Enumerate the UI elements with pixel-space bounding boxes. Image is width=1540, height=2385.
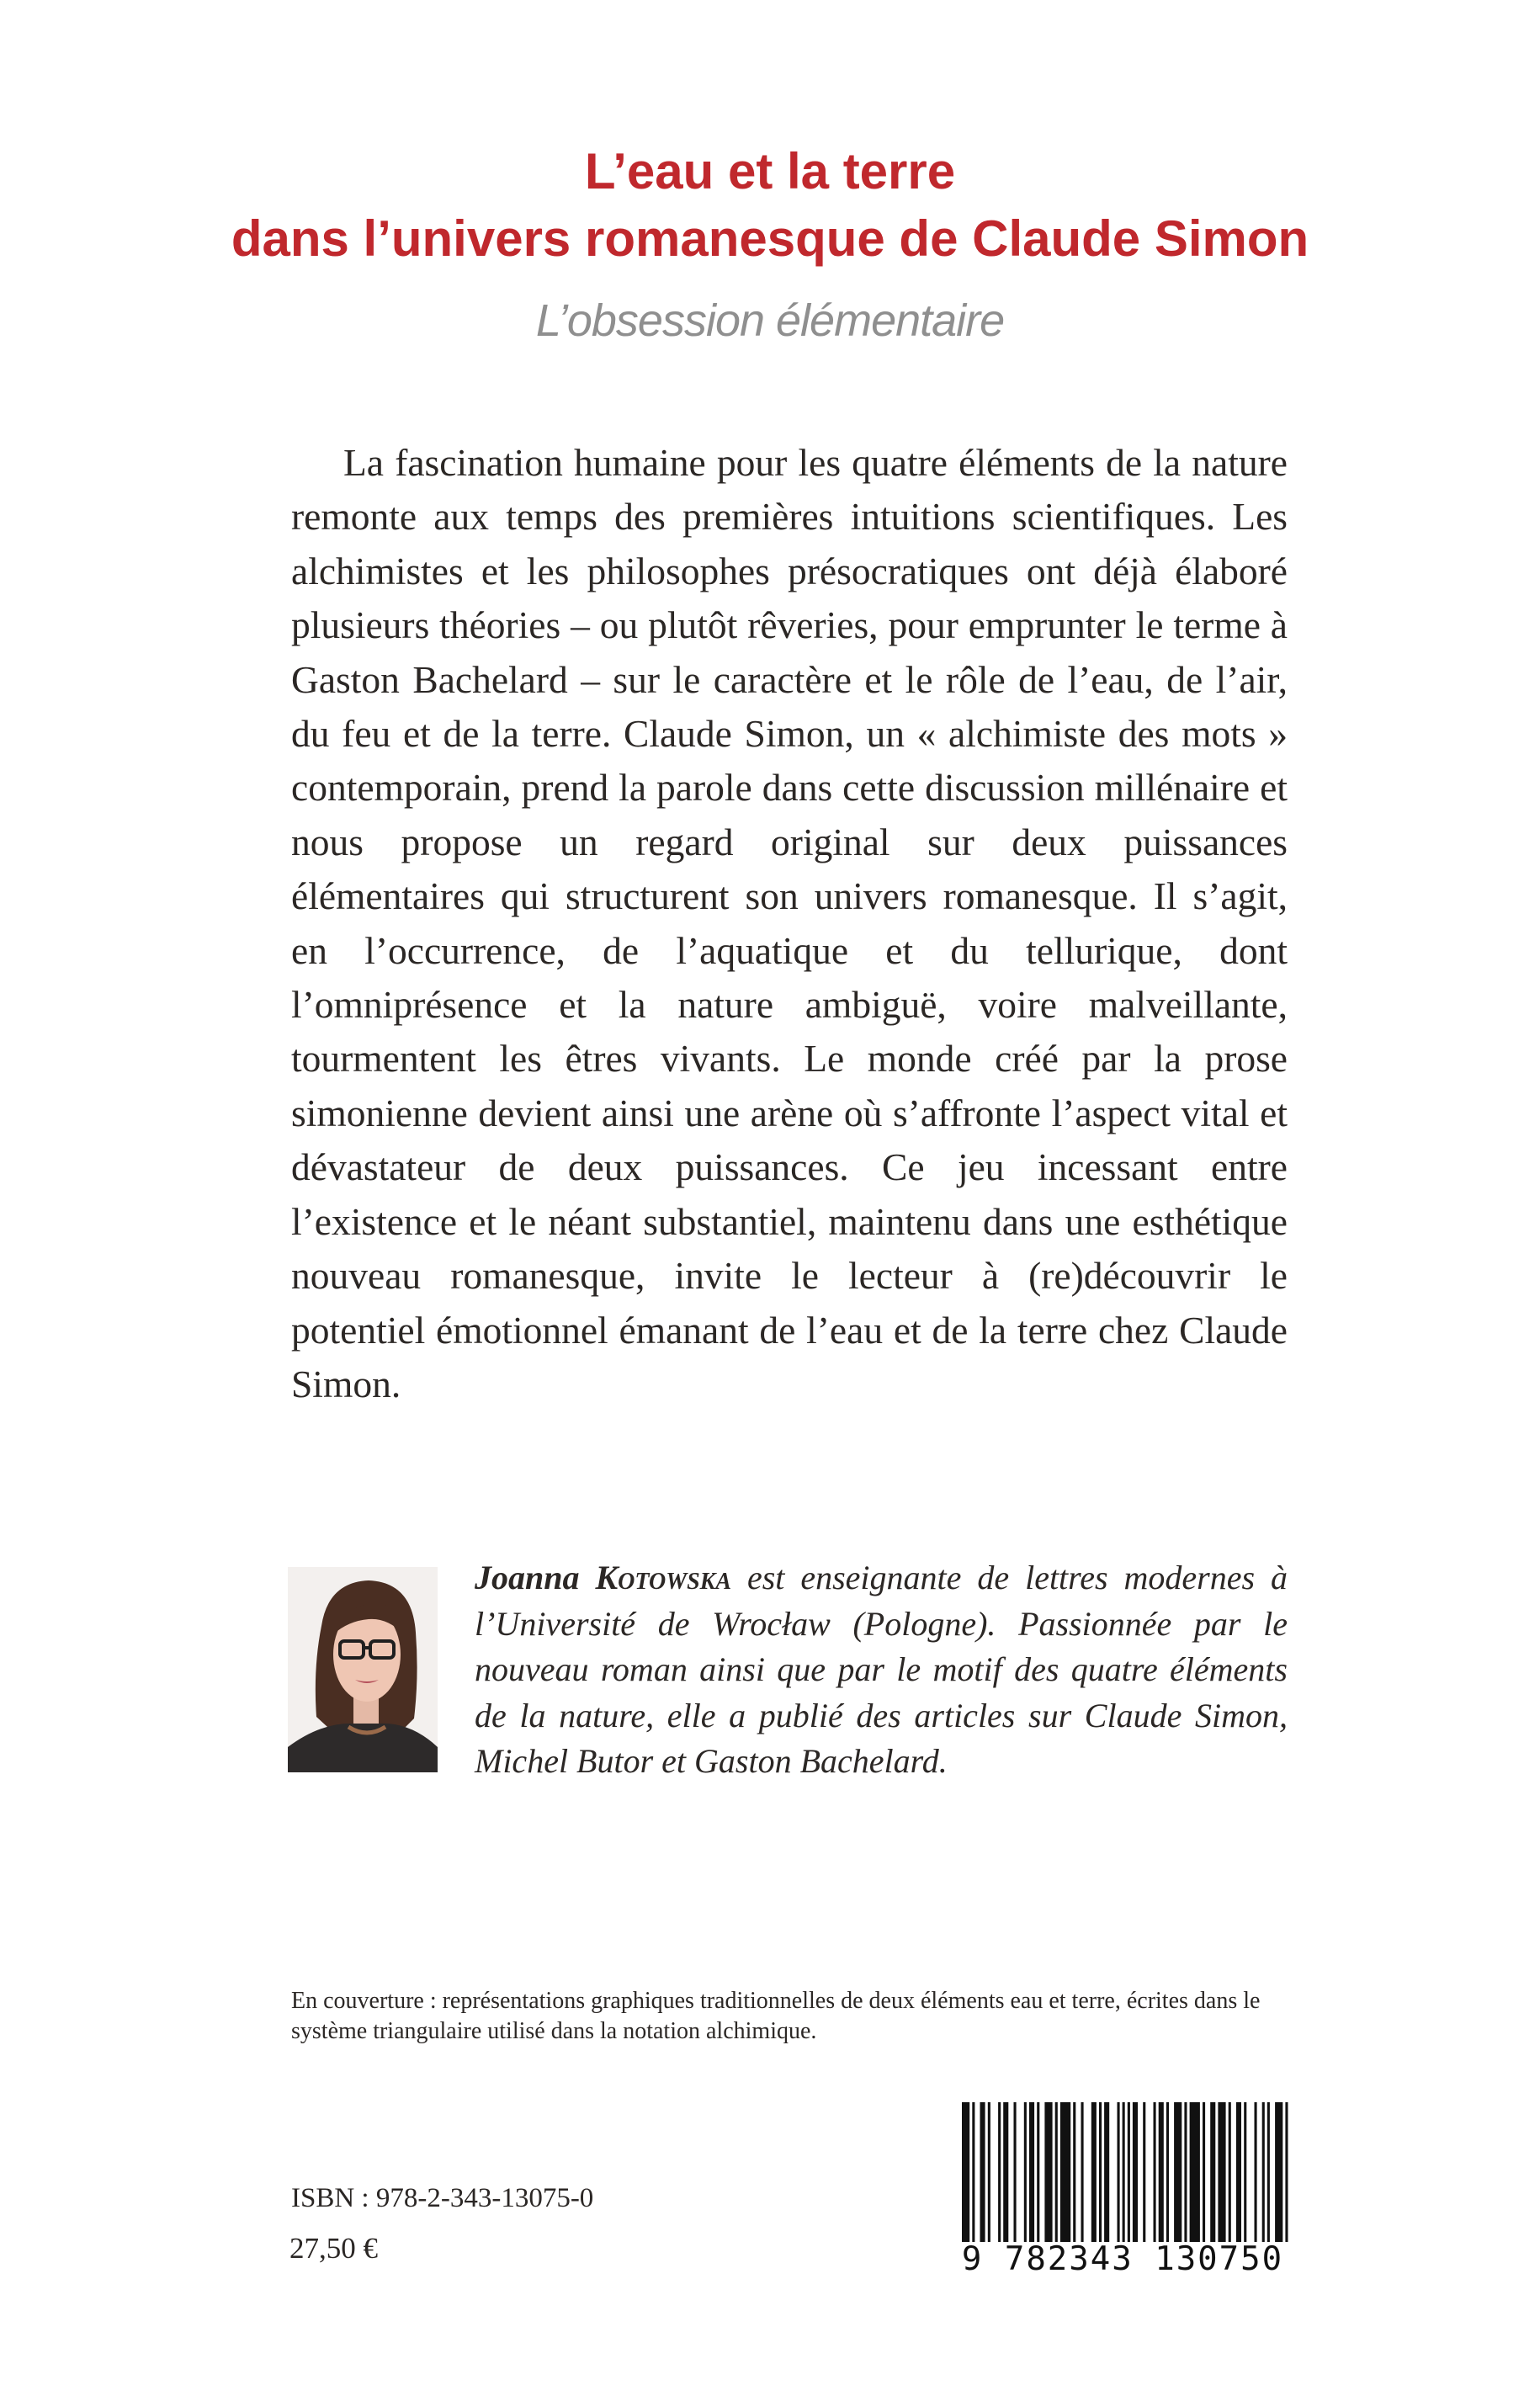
barcode-bar — [1099, 2102, 1102, 2242]
author-last-name: Kotowska — [595, 1559, 732, 1596]
barcode-bar — [980, 2102, 985, 2242]
barcode — [955, 2096, 1290, 2282]
barcode-bar — [1081, 2102, 1084, 2242]
book-title-line-2: dans l’univers romanesque de Claude Simon — [231, 210, 1309, 267]
barcode-bar — [1118, 2102, 1120, 2242]
barcode-bar — [1210, 2102, 1215, 2242]
barcode-bar — [962, 2102, 969, 2242]
book-title-line-1: L’eau et la terre — [584, 143, 956, 199]
barcode-bar — [1024, 2102, 1027, 2242]
author-portrait-image — [288, 1567, 438, 1772]
book-subtitle: L’obsession élémentaire — [535, 295, 1005, 346]
barcode-bar — [1091, 2102, 1097, 2242]
isbn-label: ISBN : 978-2-343-13075-0 — [291, 2183, 594, 2213]
barcode-bar — [1285, 2102, 1288, 2242]
barcode-bar — [1203, 2102, 1205, 2242]
barcode-bar — [1275, 2102, 1282, 2242]
barcode-bar — [988, 2102, 990, 2242]
barcode-bar — [1037, 2102, 1039, 2242]
barcode-bars — [955, 2096, 1290, 2245]
barcode-bar — [1174, 2102, 1182, 2242]
price-label: 27,50 € — [289, 2232, 378, 2265]
author-bio-text: est enseignante de lettres modernes à l’Université de Wrocław (Pologne). Passionnée par le nouveau roman ainsi que par le motif des quatre éléments de la nature, elle a publié des articles sur Claude Simon, Michel Butor et Gaston Bachelard. — [475, 1559, 1288, 1780]
barcode-bar — [1154, 2102, 1156, 2242]
barcode-bar — [1143, 2102, 1145, 2242]
barcode-bar — [972, 2102, 974, 2242]
summary-paragraph: La fascination humaine pour les quatre éléments de la nature remonte aux temps des premières intuitions scientifiques. Les alchimistes et les philosophes présocratiques ont déjà élaboré plusieurs théories – ou plutôt rêveries, pour emprunter le terme à Gaston Bachelard – sur le caractère et le rôle de l’eau, de l’air, du feu et de la terre. Claude Simon, un « alchimiste des mots » contemporain, prend la parole dans cette discussion millénaire et nous propose un regard original sur deux puissances élémentaires qui structurent son univers romanesque. Il s’agit, en l’occurrence, de l’aquatique et du tellurique, dont l’omniprésence et la nature ambiguë, voire malveillante, tourmentent les êtres vivants. Le monde créé par la prose simonienne devient ainsi une arène où s’affronte l’aspect vital et dévastateur de deux puissances. Ce jeu incessant entre l’existence et le néant substantiel, maintenu dans une esthétique nouveau romanesque, invite le lecteur à (re)découvrir le potentiel émotionnel émanant de l’eau et de la terre chez Claude Simon. — [291, 441, 1288, 1405]
barcode-bar — [1073, 2102, 1075, 2242]
barcode-bar — [1267, 2102, 1270, 2242]
author-photo — [288, 1567, 438, 1772]
author-bio — [475, 1555, 1288, 1785]
barcode-bar — [1123, 2102, 1125, 2242]
barcode-bar — [1055, 2102, 1058, 2242]
barcode-bar — [1014, 2102, 1017, 2242]
barcode-digits: 9 782343 130750 — [961, 2240, 1284, 2278]
barcode-bar — [998, 2102, 1001, 2242]
barcode-bar — [1236, 2102, 1241, 2242]
barcode-bar — [1218, 2102, 1225, 2242]
barcode-bar — [1104, 2102, 1109, 2242]
barcode-bar — [1166, 2102, 1169, 2242]
barcode-bar — [1159, 2102, 1164, 2242]
barcode-bar — [1190, 2102, 1200, 2242]
barcode-bar — [1060, 2102, 1070, 2242]
barcode-bar — [1184, 2102, 1187, 2242]
barcode-bar — [1133, 2102, 1138, 2242]
cover-credit: En couverture : représentations graphiques traditionnelles de deux éléments eau et terre, écrites dans le système triangulaire utilisé dans la notation alchimique. — [291, 1988, 1261, 2044]
barcode-bar — [1128, 2102, 1130, 2242]
barcode-bar — [1029, 2102, 1034, 2242]
barcode-bar — [1244, 2102, 1246, 2242]
barcode-bar — [1262, 2102, 1265, 2242]
barcode-bar — [1229, 2102, 1231, 2242]
barcode-bar — [1255, 2102, 1257, 2242]
author-first-name: Joanna — [475, 1559, 580, 1596]
barcode-bar — [1044, 2102, 1052, 2242]
barcode-bar — [1003, 2102, 1008, 2242]
